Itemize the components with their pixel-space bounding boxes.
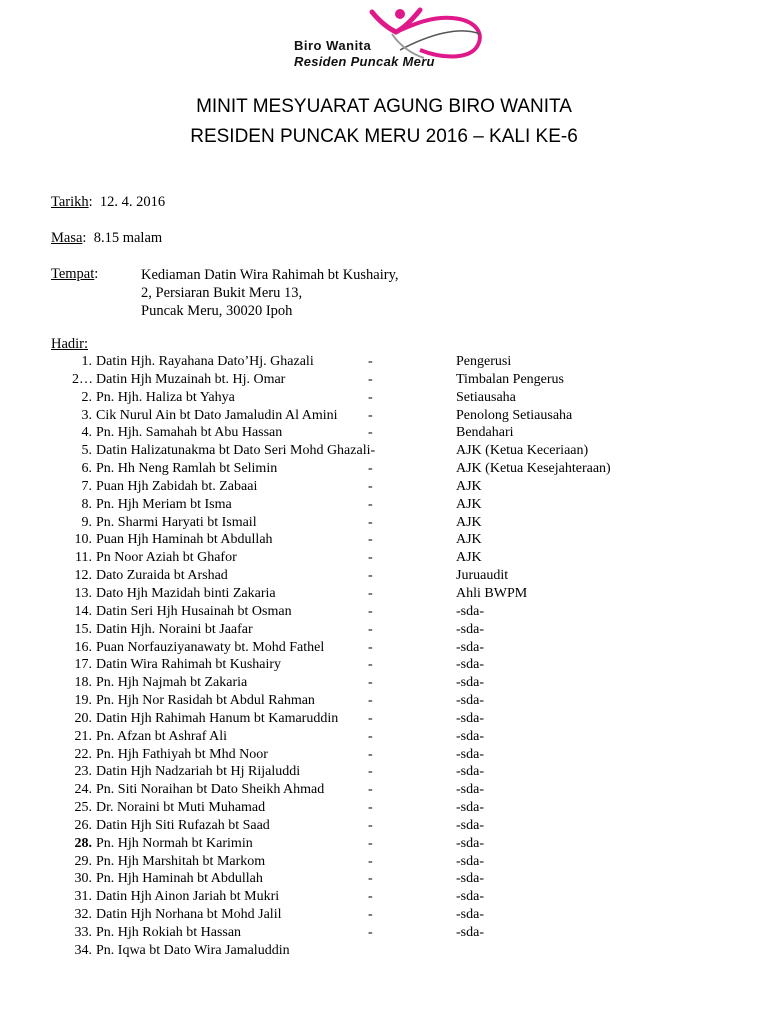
logo: [280, 4, 510, 74]
list-item: [0, 585, 768, 603]
attendee-name: Pn. Hh Neng Ramlah bt Selimin: [96, 461, 278, 477]
attendee-role: -sda-: [456, 710, 484, 726]
tarikh-value: 12. 4. 2016: [99, 194, 166, 210]
attendee-role: -sda-: [456, 657, 484, 673]
attendee-role: Penolong Setiausaha: [456, 407, 573, 423]
separator-dash: -: [368, 585, 373, 601]
attendee-name: Cik Nurul Ain bt Dato Jamaludin Al Amini: [96, 407, 338, 423]
list-item: [0, 478, 768, 496]
attendance-list: [0, 353, 768, 960]
attendee-number: 13.: [74, 585, 92, 601]
attendee-name: Datin Wira Rahimah bt Kushairy: [96, 657, 282, 673]
attendee-role: -sda-: [456, 835, 484, 851]
attendee-name: Datin Hjh Norhana bt Mohd Jalil: [96, 907, 282, 923]
list-item: [0, 817, 768, 835]
document-title-line2: RESIDEN PUNCAK MERU 2016 – KALI KE-6: [190, 126, 578, 147]
list-item: [0, 407, 768, 425]
attendee-number: 29.: [74, 853, 92, 869]
list-item: [0, 692, 768, 710]
list-item: [0, 763, 768, 781]
attendee-number: 6.: [81, 461, 92, 477]
attendee-number: 8.: [81, 496, 92, 512]
masa-label: Masa: [51, 230, 83, 246]
attendee-number: 20.: [74, 710, 92, 726]
attendee-role: AJK: [456, 532, 482, 548]
attendee-role: AJK: [456, 496, 482, 512]
list-item: [0, 424, 768, 442]
attendee-number: 18.: [74, 675, 92, 691]
separator-dash: -: [368, 514, 373, 530]
attendee-name: Pn. Hjh Haminah bt Abdullah: [96, 871, 263, 887]
attendee-name: Pn. Hjh. Haliza bt Yahya: [96, 389, 235, 405]
attendee-name: Pn. Iqwa bt Dato Wira Jamaluddin: [96, 942, 290, 958]
list-item: [0, 674, 768, 692]
list-item: [0, 514, 768, 532]
tarikh-field: Tarikh: 12. 4. 2016: [51, 194, 166, 210]
attendee-role: Juruaudit: [456, 568, 509, 584]
attendee-number: 1.: [81, 354, 92, 369]
separator-dash: -: [368, 496, 373, 512]
attendee-role: -sda-: [456, 853, 484, 869]
list-item: [0, 549, 768, 567]
separator-dash: -: [368, 710, 373, 726]
attendee-role: -sda-: [456, 603, 484, 619]
attendee-number: 16.: [74, 639, 92, 655]
attendee-name: Pn. Hjh. Samahah bt Abu Hassan: [96, 425, 283, 441]
attendee-number: 15.: [74, 621, 92, 637]
separator-dash: -: [368, 639, 373, 655]
separator-dash: -: [368, 568, 373, 584]
attendee-number: 32.: [74, 907, 92, 923]
attendee-name: Datin Hjh. Rayahana Dato’Hj. Ghazali: [96, 354, 314, 369]
tempat-address: [141, 266, 399, 320]
attendee-number: 28.: [74, 835, 92, 851]
attendee-name: Dr. Noraini bt Muti Muhamad: [96, 800, 266, 816]
separator-dash: -: [368, 354, 373, 369]
separator-dash: -: [368, 800, 373, 816]
separator-dash: -: [368, 871, 373, 887]
attendee-number: 19.: [74, 693, 92, 709]
list-item: [0, 799, 768, 817]
address-line: Kediaman Datin Wira Rahimah bt Kushairy,: [141, 267, 399, 283]
attendee-number: 31.: [74, 889, 92, 905]
attendee-number: 12.: [74, 568, 92, 584]
list-item: [0, 781, 768, 799]
attendee-number: 2…: [72, 371, 93, 387]
list-item: [0, 728, 768, 746]
list-item: [0, 621, 768, 639]
attendee-role: -sda-: [456, 639, 484, 655]
attendee-name: Pn. Hjh Meriam bt Isma: [96, 496, 232, 512]
separator-dash: -: [368, 675, 373, 691]
list-item: [0, 496, 768, 514]
attendee-name: Datin Hjh. Noraini bt Jaafar: [96, 621, 253, 637]
separator-dash: -: [368, 764, 373, 780]
list-item: [0, 531, 768, 549]
tempat-field: Tempat:: [51, 266, 99, 282]
attendee-name: Puan Norfauziyanawaty bt. Mohd Fathel: [96, 639, 325, 655]
attendee-role: -sda-: [456, 817, 484, 833]
attendee-name: Pn. Hjh Marshitah bt Markom: [96, 853, 266, 869]
attendee-number: 21.: [74, 728, 92, 744]
attendee-name: Pn. Afzan bt Ashraf Ali: [96, 728, 228, 744]
logo-text-residen: Residen Puncak Meru: [294, 54, 435, 69]
separator-dash: -: [368, 835, 373, 851]
attendee-name: Pn. Siti Noraihan bt Dato Sheikh Ahmad: [96, 782, 325, 798]
masa-field: Masa: 8.15 malam: [51, 230, 163, 246]
masa-value: 8.15 malam: [93, 230, 163, 246]
separator-dash: -: [368, 817, 373, 833]
attendee-number: 17.: [74, 657, 92, 673]
list-item: [0, 870, 768, 888]
attendee-role: -sda-: [456, 746, 484, 762]
list-item: [0, 746, 768, 764]
list-item: [0, 639, 768, 657]
separator-dash: -: [368, 532, 373, 548]
separator-dash: -: [368, 728, 373, 744]
attendee-role: AJK: [456, 550, 482, 566]
attendee-number: 22.: [74, 746, 92, 762]
list-item: [0, 371, 768, 389]
logo-text-biro-wanita: Biro Wanita: [294, 38, 372, 53]
list-item: [0, 906, 768, 924]
separator-dash: -: [368, 461, 373, 477]
attendee-number: 30.: [74, 871, 92, 887]
attendee-role: -sda-: [456, 693, 484, 709]
attendee-role: AJK (Ketua Keceriaan): [456, 443, 589, 459]
attendee-number: 7.: [81, 478, 92, 494]
tarikh-label: Tarikh: [51, 194, 89, 210]
separator-dash: -: [368, 425, 373, 441]
list-item: [0, 888, 768, 906]
attendee-number: 3.: [81, 407, 92, 423]
separator-dash: -: [368, 371, 373, 387]
attendee-role: Timbalan Pengerus: [456, 371, 564, 387]
separator-dash: -: [368, 603, 373, 619]
attendee-number: 14.: [74, 603, 92, 619]
hadir-heading: Hadir:: [51, 336, 89, 352]
attendee-role: Bendahari: [456, 425, 514, 441]
attendee-name: Datin Seri Hjh Husainah bt Osman: [96, 603, 292, 619]
separator-dash: -: [368, 389, 373, 405]
attendee-role: -sda-: [456, 764, 484, 780]
separator-dash: -: [368, 889, 373, 905]
attendee-name: Dato Hjh Mazidah binti Zakaria: [96, 585, 276, 601]
separator-dash: -: [368, 925, 373, 940]
attendee-name: Datin Hjh Siti Rufazah bt Saad: [96, 817, 270, 833]
separator-dash: -: [368, 478, 373, 494]
attendee-name: Datin Halizatunakma bt Dato Seri Mohd Ghazali-: [96, 443, 376, 459]
attendee-role: -sda-: [456, 782, 484, 798]
list-item: [0, 389, 768, 407]
attendee-role: AJK: [456, 478, 482, 494]
attendee-number: 2.: [81, 389, 92, 405]
attendee-role: -sda-: [456, 925, 484, 940]
attendee-number: 23.: [74, 764, 92, 780]
attendee-name: Pn. Hjh Najmah bt Zakaria: [96, 675, 248, 691]
attendee-number: 34.: [74, 942, 92, 958]
attendee-name: Pn. Hjh Rokiah bt Hassan: [96, 925, 242, 940]
address-line: 2, Persiaran Bukit Meru 13,: [141, 285, 303, 301]
list-item: [0, 924, 768, 942]
list-item: [0, 710, 768, 728]
attendee-number: 10.: [74, 532, 92, 548]
separator-dash: -: [368, 782, 373, 798]
attendee-name: Pn. Sharmi Haryati bt Ismail: [96, 514, 257, 530]
attendee-name: Datin Hjh Ainon Jariah bt Mukri: [96, 889, 280, 905]
separator-dash: -: [368, 693, 373, 709]
attendee-role: Ahli BWPM: [456, 585, 528, 601]
attendee-name: Pn. Hjh Fathiyah bt Mhd Noor: [96, 746, 268, 762]
attendee-role: Pengerusi: [456, 354, 512, 369]
separator-dash: -: [368, 407, 373, 423]
address-line: Puncak Meru, 30020 Ipoh: [141, 303, 293, 319]
attendee-name: Pn Noor Aziah bt Ghafor: [96, 550, 237, 566]
separator-dash: -: [368, 907, 373, 923]
list-item: [0, 567, 768, 585]
attendee-number: 5.: [81, 443, 92, 459]
list-item: [0, 442, 768, 460]
attendee-name: Dato Zuraida bt Arshad: [96, 568, 228, 584]
list-item: [0, 942, 768, 960]
attendee-name: Puan Hjh Zabidah bt. Zabaai: [96, 478, 258, 494]
attendee-role: -sda-: [456, 675, 484, 691]
tempat-label: Tempat: [51, 266, 95, 282]
list-item: [0, 460, 768, 478]
attendee-name: Datin Hjh Rahimah Hanum bt Kamaruddin: [96, 710, 339, 726]
attendee-role: -sda-: [456, 800, 484, 816]
attendee-number: 11.: [75, 550, 92, 566]
attendee-number: 26.: [74, 817, 92, 833]
attendee-role: -sda-: [456, 871, 484, 887]
attendee-name: Datin Hjh Muzainah bt. Hj. Omar: [96, 371, 286, 387]
attendee-name: Pn. Hjh Normah bt Karimin: [96, 835, 253, 851]
attendee-number: 24.: [74, 782, 92, 798]
list-item: [0, 853, 768, 871]
separator-dash: -: [368, 657, 373, 673]
attendee-number: 4.: [81, 425, 92, 441]
list-item: [0, 656, 768, 674]
attendee-role: -sda-: [456, 621, 484, 637]
list-item: [0, 603, 768, 621]
attendee-number: 9.: [81, 514, 92, 530]
separator-dash: -: [368, 853, 373, 869]
attendee-role: -sda-: [456, 907, 484, 923]
list-item: [0, 835, 768, 853]
document-title-line1: MINIT MESYUARAT AGUNG BIRO WANITA: [196, 96, 572, 117]
list-item: [0, 353, 768, 371]
attendee-role: Setiausaha: [456, 389, 516, 405]
separator-dash: -: [368, 550, 373, 566]
attendee-name: Puan Hjh Haminah bt Abdullah: [96, 532, 273, 548]
attendee-role: -sda-: [456, 728, 484, 744]
attendee-role: AJK (Ketua Kesejahteraan): [456, 461, 611, 477]
separator-dash: -: [368, 746, 373, 762]
attendee-name: Pn. Hjh Nor Rasidah bt Abdul Rahman: [96, 693, 315, 709]
separator-dash: -: [368, 621, 373, 637]
attendee-name: Datin Hjh Nadzariah bt Hj Rijaluddi: [96, 764, 301, 780]
hadir-label: Hadir: [51, 336, 85, 352]
attendee-role: -sda-: [456, 889, 484, 905]
attendee-number: 25.: [74, 800, 92, 816]
attendee-number: 33.: [74, 925, 92, 940]
attendee-role: AJK: [456, 514, 482, 530]
